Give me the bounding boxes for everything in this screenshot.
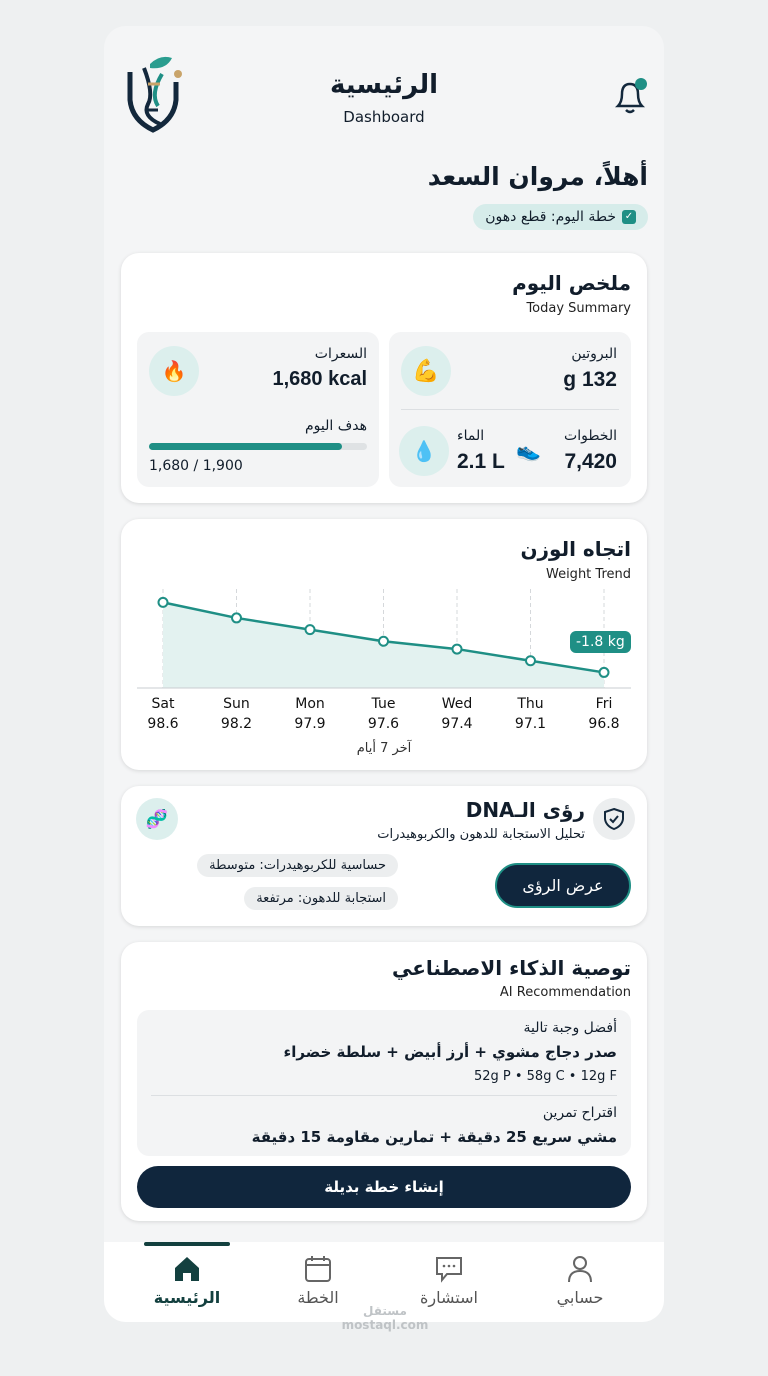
calories-value: 1,680 kcal	[272, 368, 367, 390]
today-summary-card	[121, 253, 647, 503]
data-label: 97.6	[367, 716, 400, 732]
steps-label: الخطوات	[564, 428, 617, 444]
weight-chart	[121, 579, 647, 739]
plan-text: خطة اليوم: قطع دهون	[485, 209, 616, 225]
dna-tag-carbs: حساسية للكربوهيدرات: متوسطة	[197, 854, 398, 877]
calories-progress-fill	[149, 443, 342, 450]
x-tick-label: Mon	[295, 696, 325, 712]
goal-label: هدف اليوم	[305, 418, 367, 434]
shoe-icon: 👟	[516, 438, 541, 462]
page-subtitle: Dashboard	[343, 108, 425, 126]
data-point	[379, 637, 388, 646]
weight-change-badge: -1.8 kg	[570, 631, 631, 653]
watermark: مستقل mostaql.com	[341, 1304, 429, 1332]
water-label: الماء	[457, 428, 485, 444]
calendar-check-icon: ✓	[622, 210, 636, 224]
summary-title: ملخص اليوم	[512, 271, 631, 295]
water-value: 2.1 L	[457, 450, 505, 473]
divider	[151, 1095, 617, 1096]
x-tick-label: Thu	[517, 696, 544, 712]
data-point	[159, 598, 168, 607]
data-label: 96.8	[588, 716, 620, 732]
nav-account[interactable]: حسابي	[530, 1254, 630, 1307]
protein-label: البروتين	[571, 346, 617, 362]
data-point	[232, 613, 241, 622]
data-point	[600, 668, 609, 677]
flame-icon: 🔥	[149, 346, 199, 396]
data-label: 97.1	[514, 716, 547, 732]
calories-tile	[137, 332, 379, 487]
shield-check-icon	[593, 798, 635, 840]
nav-home[interactable]: الرئيسية	[137, 1254, 237, 1307]
divider	[401, 409, 619, 410]
ai-recommendation-card	[121, 942, 647, 1221]
dna-title: رؤى الـDNA	[465, 798, 585, 822]
summary-subtitle: Today Summary	[526, 301, 631, 316]
view-insights-button[interactable]: عرض الرؤى	[495, 863, 631, 908]
home-icon	[172, 1254, 202, 1284]
data-point	[453, 645, 462, 654]
data-label: 98.6	[147, 716, 179, 732]
calories-label: السعرات	[314, 346, 367, 362]
data-point	[526, 656, 535, 665]
data-point	[306, 625, 315, 634]
water-drop-icon: 💧	[399, 426, 449, 476]
steps-value: 7,420	[564, 450, 617, 473]
ai-subtitle: AI Recommendation	[499, 985, 631, 1000]
x-tick-label: Sun	[223, 696, 250, 712]
data-label: 97.9	[294, 716, 326, 732]
calendar-icon	[303, 1254, 333, 1284]
nav-plan[interactable]: الخطة	[268, 1254, 368, 1307]
bell-icon[interactable]	[610, 76, 650, 118]
nav-consult[interactable]: استشارة	[399, 1254, 499, 1307]
data-label: 98.2	[220, 716, 253, 732]
x-tick-label: Fri	[595, 696, 613, 712]
workout-label: اقتراح تمرين	[542, 1105, 617, 1121]
greeting: أهلاً، مروان السعد	[427, 162, 648, 191]
macros-tile	[389, 332, 631, 487]
data-label: 97.4	[441, 716, 473, 732]
generate-alt-plan-button[interactable]: إنشاء خطة بديلة	[137, 1166, 631, 1208]
dna-helix-icon: 🧬	[136, 798, 178, 840]
ai-title: توصية الذكاء الاصطناعي	[391, 956, 631, 980]
meal-text: صدر دجاج مشوي + أرز أبيض + سلطة خضراء	[283, 1043, 617, 1061]
dna-tag-fat: استجابة للدهون: مرتفعة	[244, 887, 398, 910]
page-title: الرئيسية	[329, 70, 439, 100]
app-screen	[104, 26, 664, 1322]
calories-progress-bar	[149, 443, 367, 450]
weight-footer: آخر 7 أيام	[356, 741, 412, 756]
recommendation-box	[137, 1010, 631, 1156]
protein-value: 132 g	[563, 368, 617, 391]
meal-macros: 52g P • 58g C • 12g F	[473, 1069, 617, 1084]
x-tick-label: Wed	[441, 696, 473, 712]
dna-insights-card	[121, 786, 647, 926]
x-tick-label: Sat	[151, 696, 175, 712]
plan-badge	[473, 204, 648, 230]
chat-icon	[434, 1254, 464, 1284]
dna-subtitle: تحليل الاستجابة للدهون والكربوهيدرات	[377, 827, 585, 842]
user-icon	[565, 1254, 595, 1284]
weight-trend-card	[121, 519, 647, 770]
muscle-icon: 💪	[401, 346, 451, 396]
workout-text: مشي سريع 25 دقيقة + تمارين مقاومة 15 دقيقة	[251, 1128, 617, 1146]
x-tick-label: Tue	[371, 696, 396, 712]
meal-label: أفضل وجبة تالية	[523, 1020, 617, 1036]
weight-title: اتجاه الوزن	[520, 537, 631, 561]
calories-progress-text: 1,680 / 1,900	[149, 458, 243, 474]
weight-subtitle: Weight Trend	[545, 567, 631, 582]
active-tab-indicator	[144, 1242, 230, 1246]
